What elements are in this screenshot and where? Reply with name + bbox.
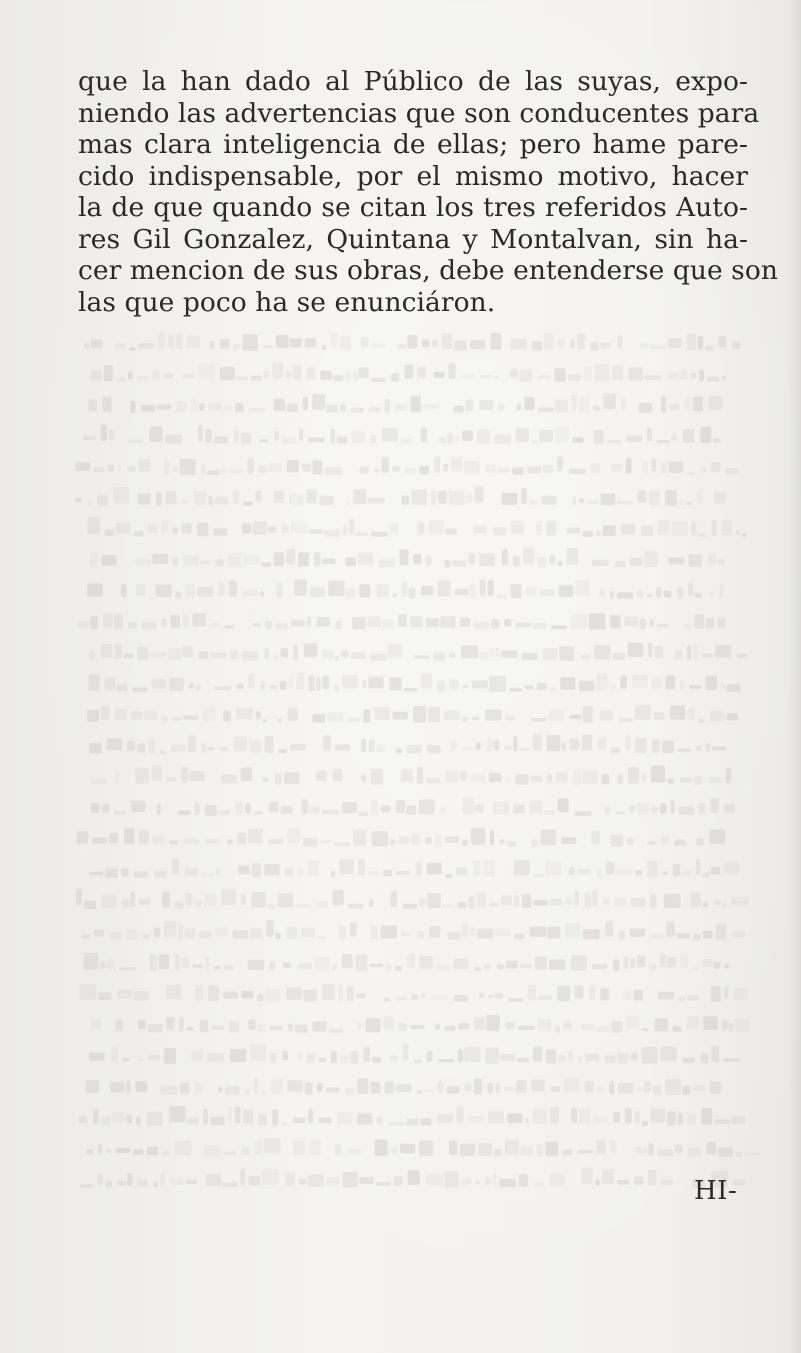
bleed-through-texture (70, 325, 760, 1205)
catchword: HI- (694, 1176, 738, 1206)
text-line: que la han dado al Público de las suyas, expo- (78, 66, 748, 97)
text-line: mas clara inteligencia de ellas; pero hame pare- (78, 129, 748, 160)
text-line: cer mencion de sus obras, debe entenderse que son (78, 255, 778, 286)
page-body-text (78, 66, 778, 318)
text-line: la de que quando se citan los tres referidos Auto- (78, 192, 748, 223)
page-edge-shadow (787, 0, 801, 1353)
text-line: las que poco ha se enunciáron. (78, 286, 496, 318)
text-line: res Gil Gonzalez, Quintana y Montalvan, sin ha- (78, 223, 748, 255)
text-line: cido indispensable, por el mismo motivo, hacer (78, 160, 748, 192)
text-line: niendo las advertencias que son conducentes para (78, 97, 760, 129)
